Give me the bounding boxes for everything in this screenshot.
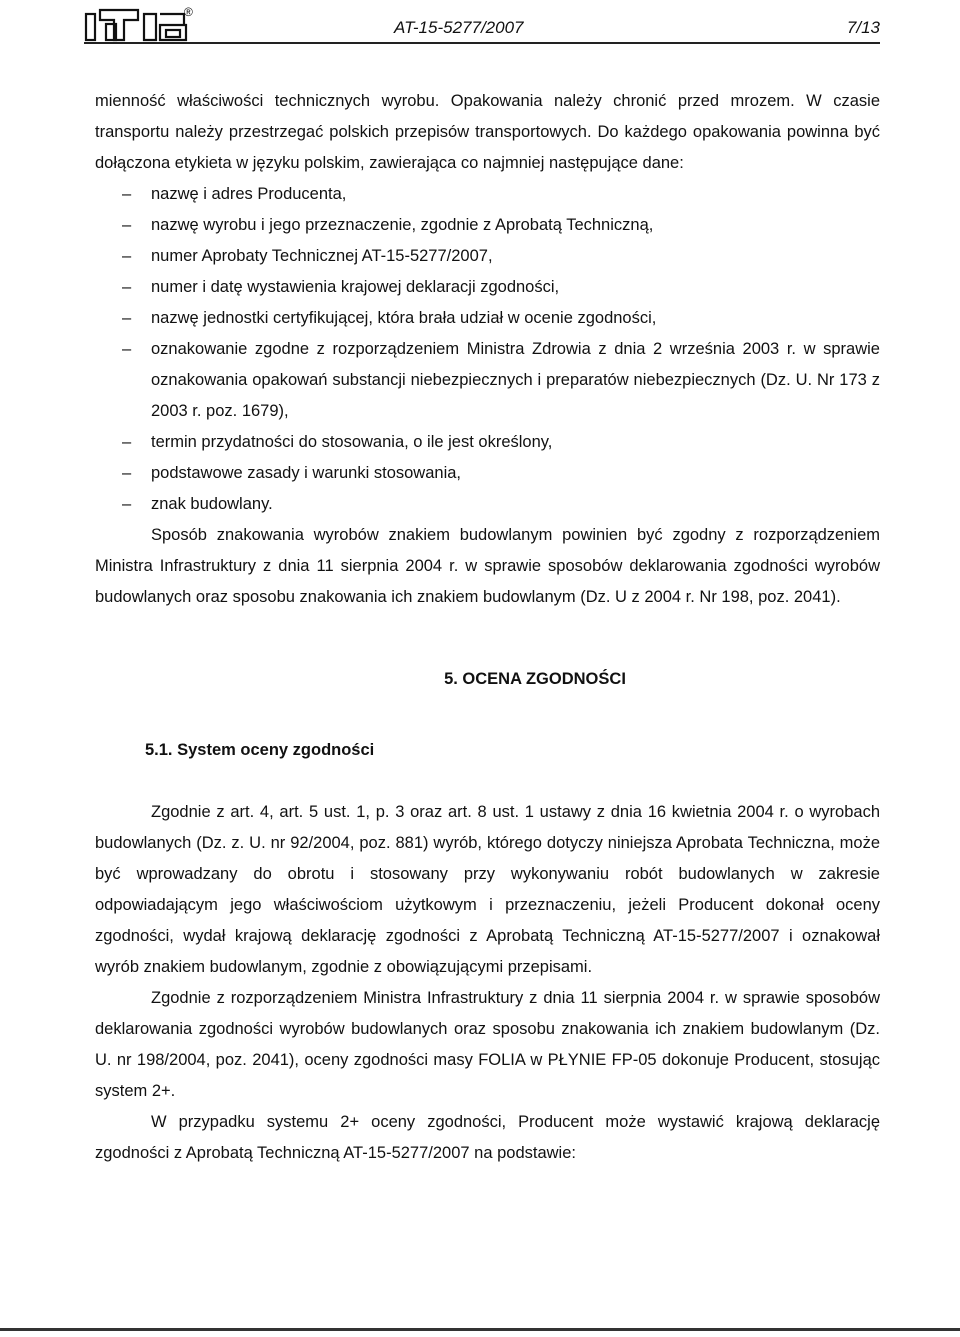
section-heading: 5. OCENA ZGODNOŚCI [444, 670, 626, 688]
paragraph-packaging: mienność właściwości technicznych wyrobu. Opakowania należy chronić przed mrozem. W czasie transportu należy przestrzegać polskich przepisów transportowych. Do każdego opakowania powinna być dołączona etykieta w języku polskim, zawierająca co najmniej następujące dane: [95, 92, 880, 172]
list-item: – znak budowlany. [95, 489, 880, 520]
paragraph-legal-basis: Zgodnie z art. 4, art. 5 ust. 1, p. 3 oraz art. 8 ust. 1 ustawy z dnia 16 kwietnia 2004 r. o wyrobach budowlanych (Dz. z. U. nr 92/2004, poz. 881) wyrób, którego dotyczy niniejsza Aprobata Techniczna, może być wprowadzany do obrotu i stosowany przy wykonywaniu robót budowlanych w zakresie odpowiadającym jego właściwościom użytkowym i przeznaczeniu, jeżeli Producent dokonał oceny zgodności, wydał krajową deklarację zgodności z Aprobatą Techniczną AT-15-5277/2007 i oznakował wyrób znakiem budowlanym, zgodnie z obowiązującymi przepisami. [95, 803, 880, 976]
list-item: – nazwę jednostki certyfikującej, która brała udział w ocenie zgodności, [95, 303, 880, 334]
list-item: – nazwę i adres Producenta, [95, 179, 880, 210]
list-item: – numer Aprobaty Technicznej AT-15-5277/2007, [95, 241, 880, 272]
paragraph-marking: Sposób znakowania wyrobów znakiem budowlanym powinien być zgodny z rozporządzeniem Ministra Infrastruktury z dnia 11 sierpnia 2004 r. w sprawie sposobów deklarowania zgodności wyrobów budowlanych oraz sposobu znakowania ich znakiem budowlanym (Dz. U z 2004 r. Nr 198, poz. 2041). [95, 526, 880, 606]
registered-mark: ® [184, 6, 193, 19]
itb-logo-icon [84, 6, 199, 42]
paragraph-regulation: Zgodnie z rozporządzeniem Ministra Infrastruktury z dnia 11 sierpnia 2004 r. w sprawie sposobów deklarowania zgodności wyrobów budowlanych oraz sposobu znakowania ich znakiem budowlanym (Dz. U. nr 198/2004, poz. 2041), oceny zgodności masy FOLIA w PŁYNIE FP-05 dokonuje Producent, stosując system 2+. [95, 989, 880, 1100]
list-item: – termin przydatności do stosowania, o ile jest określony, [95, 427, 880, 458]
page-number: 7/13 [846, 18, 880, 37]
list-item: – podstawowe zasady i warunki stosowania, [95, 458, 880, 489]
page-header [84, 6, 880, 42]
list-item: – nazwę wyrobu i jego przeznaczenie, zgodnie z Aprobatą Techniczną, [95, 210, 880, 241]
list-item: – oznakowanie zgodne z rozporządzeniem Ministra Zdrowia z dnia 2 września 2003 r. w sprawie oznakowania opakowań substancji niebezpiecznych i preparatów niebezpiecznych (Dz. U. Nr 173 z 2003 r. poz. 1679), [95, 334, 880, 427]
subsection-heading: 5.1. System oceny zgodności [145, 741, 375, 759]
label-data-list [95, 179, 880, 520]
document-body [95, 86, 880, 1169]
page-bottom-edge [0, 1328, 960, 1331]
document-number: AT-15-5277/2007 [394, 18, 524, 37]
itb-logo [84, 6, 199, 47]
list-item: – numer i datę wystawienia krajowej deklaracji zgodności, [95, 272, 880, 303]
paragraph-declaration: W przypadku systemu 2+ oceny zgodności, Producent może wystawić krajową deklarację zgodności z Aprobatą Techniczną AT-15-5277/2007 na podstawie: [95, 1113, 880, 1162]
header-divider [84, 42, 880, 44]
